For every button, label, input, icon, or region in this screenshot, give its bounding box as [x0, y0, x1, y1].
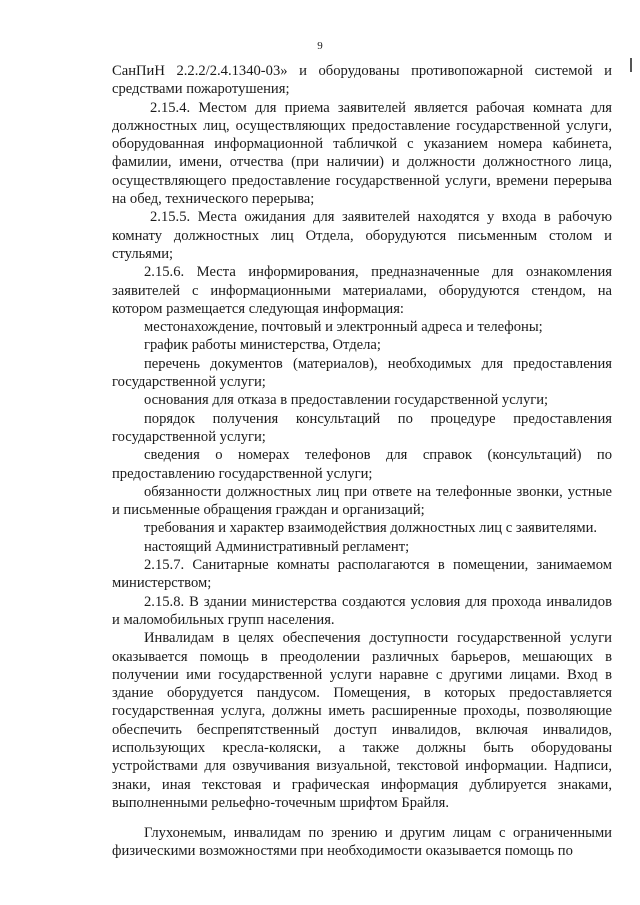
page-number: 9: [317, 40, 323, 52]
paragraph: Глухонемым, инвалидам по зрению и другим лицам с ограниченными физическими возможностями при необходимости оказывается помощь по: [112, 825, 612, 860]
paragraph: 2.15.6. Места информирования, предназначенные для ознакомления заявителей с информационными материалами, оборудуются стендом, на котором размещается следующая информация:: [112, 264, 612, 317]
list-item: порядок получения консультаций по процедуре предоставления государственной услуги;: [112, 410, 612, 445]
list-item: график работы министерства, Отдела;: [144, 337, 381, 354]
list-item: основания для отказа в предоставлении государственной услуги;: [144, 392, 549, 409]
list-item: перечень документов (материалов), необходимых для предоставления государственной услуги;: [112, 355, 612, 391]
paragraph: 2.15.5. Места ожидания для заявителей находятся у входа в рабочую комнату должностных лиц Отдела, оборудуются письменным столом и стульями;: [112, 209, 612, 262]
scan-edge-mark: [630, 58, 636, 72]
list-item: настоящий Административный регламент;: [144, 538, 410, 555]
list-item: требования и характер взаимодействия должностных лиц с заявителями.: [144, 520, 598, 537]
paragraph: 2.15.8. В здании министерства создаются условия для прохода инвалидов и маломобильных групп населения.: [112, 593, 612, 628]
list-item: сведения о номерах телефонов для справок (консультаций) по предоставлению государственной услуги;: [112, 447, 612, 482]
list-item: обязанности должностных лиц при ответе на телефонные звонки, устные и письменные обращения граждан и организаций;: [112, 483, 612, 519]
paragraph: Инвалидам в целях обеспечения доступности государственной услуги оказывается помощь в преодолении различных барьеров, мешающих в получении ими государственной услуги наравне с другими лицами. Вход в здание оборудуется пандусом. Помещения, в которых предоставляется государственная услуга, должны иметь расширенные проходы, позволяющие обеспечить беспрепятственный доступ инвалидов, включая инвалидов, использующих кресла-коляски, а также должны быть оборудованы устройствами для озвучивания визуальной, текстовой информации. Надписи, знаки, иная текстовая и графическая информация дублируется знаками, выполненными рельефно-точечным шрифтом Брайля.: [112, 630, 612, 811]
paragraph: СанПиН 2.2.2/2.4.1340-03» и оборудованы противопожарной системой и средствами пожаротушения;: [112, 63, 612, 98]
paragraph: 2.15.7. Санитарные комнаты располагаются в помещении, занимаемом министерством;: [112, 557, 612, 592]
paragraph: 2.15.4. Местом для приема заявителей является рабочая комната для должностных лиц, осуществляющих предоставление государственной услуги, оборудованная информационной табличкой с указанием номера кабинета, фамилии, имени, отчества (при наличии) и должности должностного лица, осуществляющего предоставление государственной услуги, времени перерыва на обед, технического перерыва;: [112, 99, 612, 208]
list-item: местонахождение, почтовый и электронный адреса и телефоны;: [144, 319, 543, 336]
document-body: [112, 62, 612, 861]
